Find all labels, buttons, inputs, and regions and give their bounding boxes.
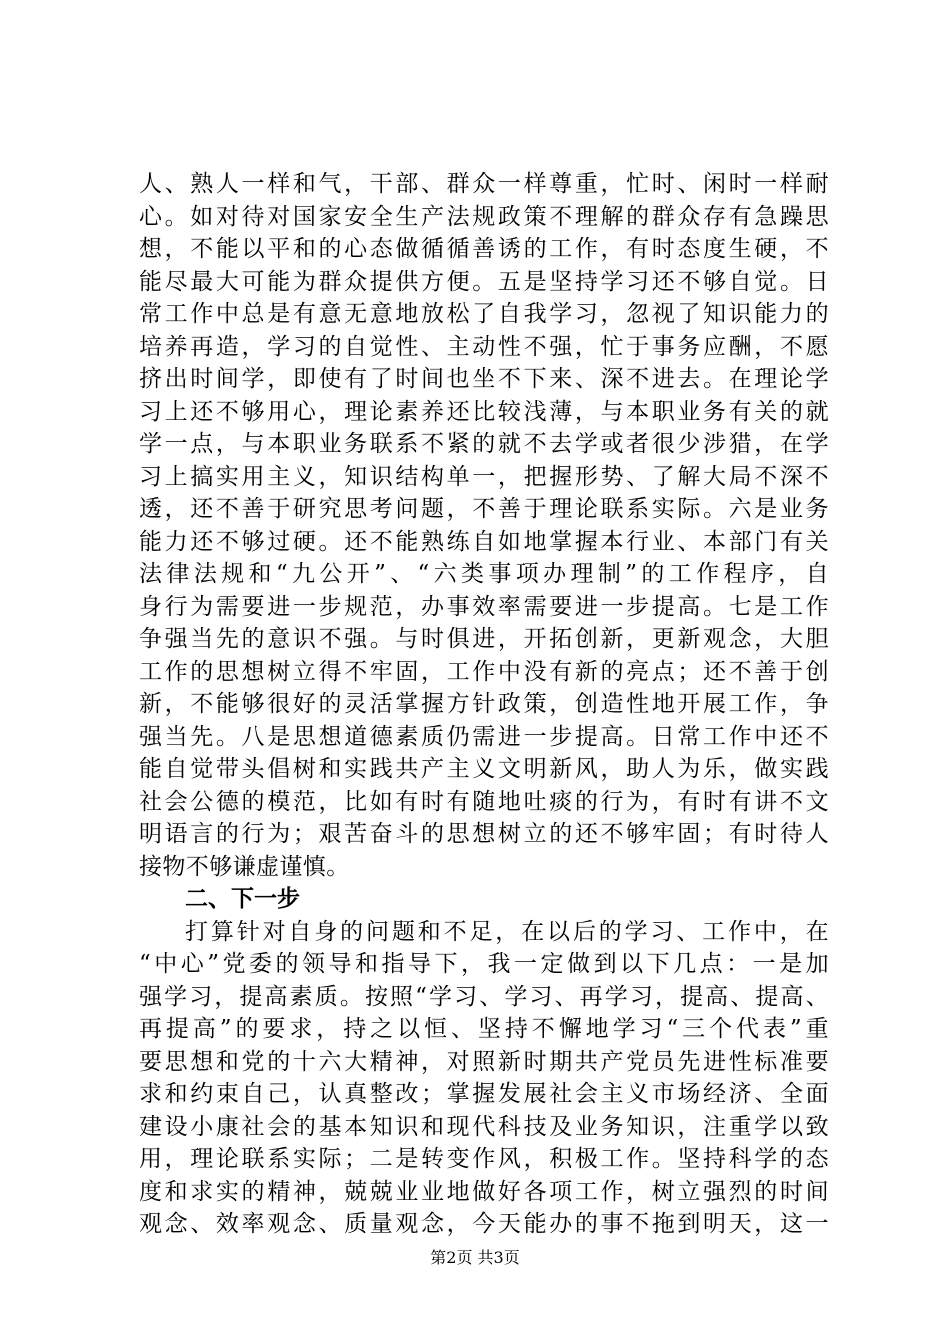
text-line: 身行为需要进一步规范，办事效率需要进一步提高。七是工作 — [139, 593, 829, 620]
text-line: 社会公德的模范，比如有时有随地吐痰的行为，有时有讲不文 — [139, 788, 829, 815]
text-line: 培养再造，学习的自觉性、主动性不强，忙于事务应酬，不愿 — [139, 333, 829, 360]
text-line: 打算针对自身的问题和不足，在以后的学习、工作中，在 — [185, 918, 829, 945]
text-line: 接物不够谦虚谨慎。 — [139, 853, 350, 880]
paragraph-2 — [139, 916, 829, 1241]
text-line: 新，不能够很好的灵活掌握方针政策，创造性地开展工作，争 — [139, 691, 829, 717]
text-line: “中心”党委的领导和指导下，我一定做到以下几点：一是加 — [139, 951, 829, 977]
text-line: 强当先。八是思想道德素质仍需进一步提高。日常工作中还不 — [139, 723, 829, 750]
text-line: 能自觉带头倡树和实践共产主义文明新风，助人为乐，做实践 — [139, 756, 829, 782]
text-line: 用，理论联系实际；二是转变作风，积极工作。坚持科学的态 — [139, 1146, 829, 1172]
text-line: 挤出时间学，即使有了时间也坐不下来、深不进去。在理论学 — [139, 366, 829, 392]
text-line: 心。如对待对国家安全生产法规政策不理解的群众存有急躁思 — [139, 203, 829, 230]
text-line: 想，不能以平和的心态做循循善诱的工作，有时态度生硬，不 — [139, 236, 829, 262]
text-line: 建设小康社会的基本知识和现代科技及业务知识，注重学以致 — [139, 1113, 829, 1140]
paragraph-1 — [139, 168, 829, 883]
text-line: 法律法规和“九公开”、“六类事项办理制”的工作程序，自 — [139, 561, 829, 587]
text-line: 能力还不够过硬。还不能熟练自如地掌握本行业、本部门有关 — [139, 528, 829, 555]
text-line: 习上还不够用心，理论素养还比较浅薄，与本职业务有关的就 — [139, 398, 829, 425]
text-line: 观念、效率观念、质量观念，今天能办的事不拖到明天，这一 — [139, 1211, 829, 1237]
text-line: 明语言的行为；艰苦奋斗的思想树立的还不够牢固；有时待人 — [139, 821, 829, 847]
document-body — [139, 168, 829, 1241]
text-line: 习上搞实用主义，知识结构单一，把握形势、了解大局不深不 — [139, 463, 829, 490]
text-line: 透，还不善于研究思考问题，不善于理论联系实际。六是业务 — [139, 496, 829, 522]
text-line: 能尽最大可能为群众提供方便。五是坚持学习还不够自觉。日 — [139, 268, 829, 295]
section-heading: 二、下一步 — [185, 885, 300, 912]
text-line: 人、熟人一样和气，干部、群众一样尊重，忙时、闲时一样耐 — [139, 171, 829, 197]
text-line: 工作的思想树立得不牢固，工作中没有新的亮点；还不善于创 — [139, 658, 829, 685]
text-line: 求和约束自己，认真整改；掌握发展社会主义市场经济、全面 — [139, 1081, 829, 1107]
text-line: 学一点，与本职业务联系不紧的就不去学或者很少涉猎，在学 — [139, 431, 829, 457]
page-footer: 第2页 共3页 — [430, 1248, 520, 1267]
text-line: 度和求实的精神，兢兢业业地做好各项工作，树立强烈的时间 — [139, 1178, 829, 1205]
text-line: 要思想和党的十六大精神，对照新时期共产党员先进性标准要 — [139, 1048, 829, 1075]
text-line: 争强当先的意识不强。与时俱进，开拓创新，更新观念，大胆 — [139, 626, 829, 652]
text-line: 再提高”的要求，持之以恒、坚持不懈地学习“三个代表”重 — [139, 1016, 829, 1042]
text-line: 强学习，提高素质。按照“学习、学习、再学习，提高、提高、 — [139, 983, 829, 1010]
text-line: 常工作中总是有意无意地放松了自我学习，忽视了知识能力的 — [139, 301, 829, 327]
